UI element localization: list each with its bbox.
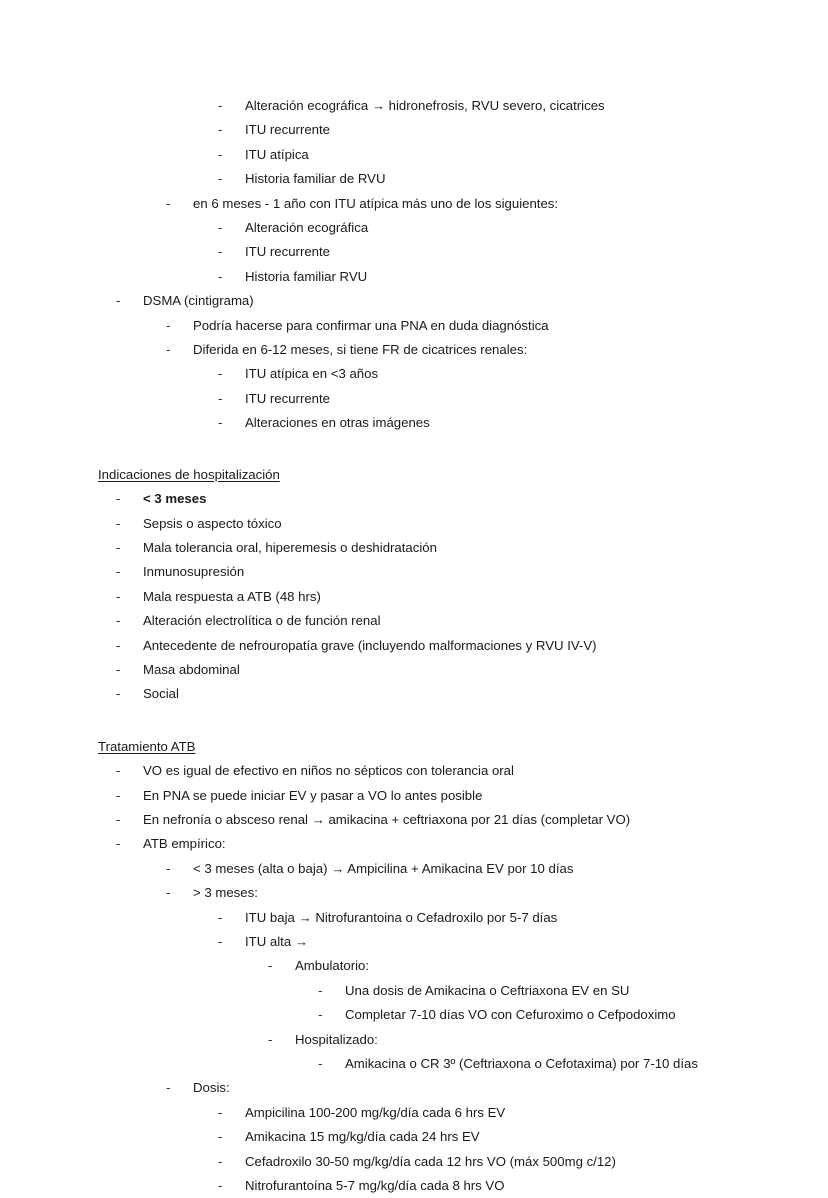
bullet-dash-icon: - [218,171,223,187]
bullet-dash-icon: - [218,220,223,236]
list-item-label: < 3 meses (alta o baja) → Ampicilina + Amikacina EV por 10 días [193,860,574,876]
bullet-dash-icon: - [166,885,171,901]
list-item [218,1125,828,1149]
bullet-dash-icon: - [116,811,121,827]
list-item [318,1003,828,1027]
list-item [116,682,828,706]
list-item-label: DSMA (cintigrama) [143,293,254,309]
bullet-dash-icon: - [116,491,121,507]
bullet-dash-icon: - [116,661,121,677]
list-item-label: Alteración ecográfica [245,220,369,236]
list-item-label: Mala respuesta a ATB (48 hrs) [143,588,321,604]
bullet-dash-icon: - [218,146,223,162]
list-item-label: en 6 meses - 1 año con ITU atípica más uno de los siguientes: [193,195,559,211]
bullet-dash-icon: - [218,1104,223,1120]
list-item [218,167,828,191]
bullet-dash-icon: - [116,564,121,580]
list-item [218,930,828,954]
list-item-label: < 3 meses [143,491,207,507]
bullet-dash-icon: - [166,1080,171,1096]
list-item [116,808,828,832]
list-item [166,857,828,881]
list-item-label: Amikacina 15 mg/kg/día cada 24 hrs EV [245,1129,480,1145]
list-item-label: Inmunosupresión [143,564,245,580]
list-item [116,487,828,511]
list-item-label: Alteraciones en otras imágenes [245,415,430,431]
bullet-dash-icon: - [166,342,171,358]
list-item-label: Dosis: [193,1080,230,1096]
bullet-dash-icon: - [116,787,121,803]
bullet-dash-icon: - [218,1129,223,1145]
list-item [318,979,828,1003]
list-item-label: Diferida en 6-12 meses, si tiene FR de cicatrices renales: [193,342,528,358]
list-item [218,118,828,142]
bullet-dash-icon: - [318,982,323,998]
list-item [268,1028,828,1052]
list-item-label: Social [143,686,179,702]
bullet-dash-icon: - [218,934,223,949]
list-item [116,759,828,783]
list-item-label: ITU recurrente [245,244,331,260]
list-item-label: Historia familiar RVU [245,268,368,284]
list-item-label: ITU atípica en <3 años [245,366,379,382]
bullet-dash-icon: - [116,836,121,852]
section-heading-hospitalization: Indicaciones de hospitalización [98,466,280,482]
list-item-label: En nefronía o absceso renal → amikacina + ceftriaxona por 21 días (completar VO) [143,811,631,827]
bullet-dash-icon: - [116,763,121,779]
imaging-list [0,94,828,436]
list-item-label: Sepsis o aspecto tóxico [143,515,282,531]
list-item [116,784,828,808]
list-item [116,289,828,313]
list-item-label: Amikacina o CR 3º (Ceftriaxona o Cefotaxima) por 7-10 días [345,1056,698,1072]
list-item-label: Una dosis de Amikacina o Ceftriaxona EV en SU [345,982,630,998]
list-item-label: Podría hacerse para confirmar una PNA en duda diagnóstica [193,317,549,333]
section-spacer [0,436,828,463]
list-item [268,954,828,978]
bullet-dash-icon: - [116,588,121,604]
list-item [218,362,828,386]
list-item-label: Nitrofurantoína 5-7 mg/kg/día cada 8 hrs VO [245,1178,505,1194]
bullet-dash-icon: - [166,195,171,211]
list-item-label: ITU recurrente [245,390,331,406]
list-item [166,1076,828,1100]
bullet-dash-icon: - [116,613,121,629]
bullet-dash-icon: - [116,539,121,555]
list-item-label: Completar 7-10 días VO con Cefuroximo o Cefpodoximo [345,1007,676,1023]
list-item [218,143,828,167]
bullet-dash-icon: - [116,293,121,309]
list-item [318,1052,828,1076]
list-item-label: ITU recurrente [245,122,331,138]
bullet-dash-icon: - [218,98,223,113]
bullet-dash-icon: - [318,1056,323,1072]
list-item [166,192,828,216]
list-item [116,832,828,856]
bullet-dash-icon: - [166,317,171,333]
list-item-label: En PNA se puede iniciar EV y pasar a VO lo antes posible [143,787,483,803]
list-item-label: Mala tolerancia oral, hiperemesis o deshidratación [143,539,437,555]
section-spacer [0,707,828,735]
list-item-label: ATB empírico: [143,836,226,852]
list-item [166,314,828,338]
list-item [166,881,828,905]
bullet-dash-icon: - [218,244,223,260]
bullet-dash-icon: - [218,366,223,382]
list-item-label: VO es igual de efectivo en niños no sépticos con tolerancia oral [143,763,514,779]
list-item-label: > 3 meses: [193,885,258,901]
list-item [218,265,828,289]
bullet-dash-icon: - [116,686,121,702]
list-item [218,387,828,411]
bullet-dash-icon: - [116,637,121,653]
list-item-label: Ampicilina 100-200 mg/kg/día cada 6 hrs EV [245,1104,506,1120]
bullet-dash-icon: - [116,515,121,531]
list-item [166,338,828,362]
bullet-dash-icon: - [218,1178,223,1194]
bullet-dash-icon: - [218,415,223,431]
list-item [116,585,828,609]
list-item-label: Alteración electrolítica o de función renal [143,613,381,629]
list-item [116,536,828,560]
bullet-dash-icon: - [218,909,223,925]
list-item [116,560,828,584]
list-item-label: Cefadroxilo 30-50 mg/kg/día cada 12 hrs VO (máx 500mg c/12) [245,1153,616,1169]
list-item [218,1150,828,1174]
treatment-list [0,759,828,1198]
list-item-label: ITU alta → [245,934,309,949]
list-item [218,94,828,118]
list-item [218,1174,828,1198]
list-item-label: Antecedente de nefrouropatía grave (incluyendo malformaciones y RVU IV-V) [143,637,597,653]
list-item-label: Ambulatorio: [295,958,370,974]
hospitalization-list [0,487,828,707]
bullet-dash-icon: - [218,390,223,406]
list-item [218,216,828,240]
list-item [218,1101,828,1125]
bullet-dash-icon: - [218,122,223,138]
list-item-label: Alteración ecográfica → hidronefrosis, RVU severo, cicatrices [245,98,605,113]
list-item-label: ITU atípica [245,146,309,162]
list-item-label: Masa abdominal [143,661,240,677]
section-heading-treatment: Tratamiento ATB [98,738,196,754]
bullet-dash-icon: - [268,1031,273,1047]
list-item-label: Hospitalizado: [295,1031,378,1047]
list-item [116,634,828,658]
list-item-label: ITU baja → Nitrofurantoina o Cefadroxilo por 5-7 días [245,909,558,925]
list-item [218,411,828,435]
list-item [116,512,828,536]
document-body [0,94,828,1198]
bullet-dash-icon: - [218,268,223,284]
list-item [116,658,828,682]
list-item-label: Historia familiar de RVU [245,171,386,187]
list-item [116,609,828,633]
bullet-dash-icon: - [218,1153,223,1169]
bullet-dash-icon: - [268,958,273,974]
list-item [218,240,828,264]
list-item [218,906,828,930]
bullet-dash-icon: - [318,1007,323,1023]
bullet-dash-icon: - [166,860,171,876]
